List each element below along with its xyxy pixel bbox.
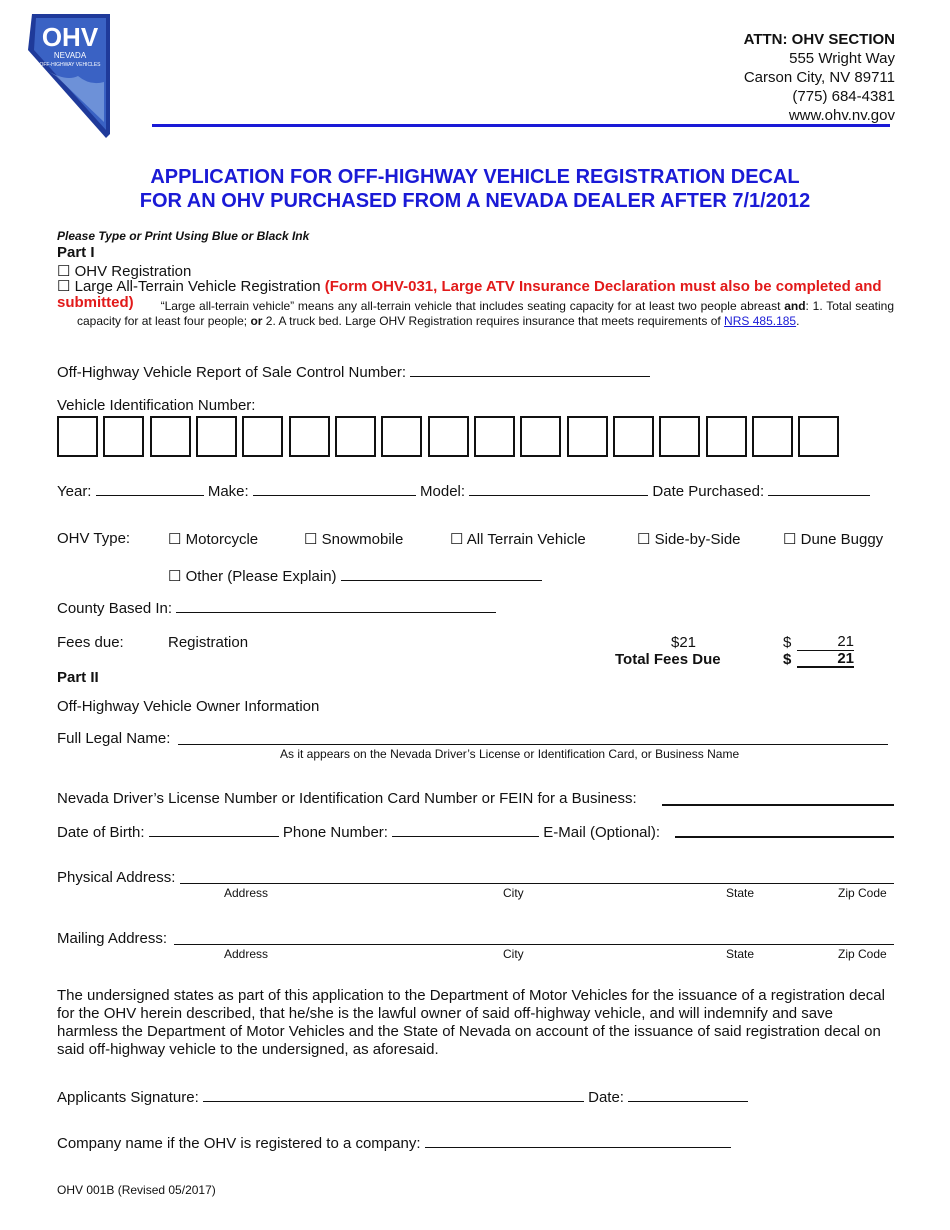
physical-address-line[interactable] bbox=[180, 883, 894, 884]
checkbox-icon[interactable]: ☐ bbox=[168, 531, 182, 548]
type-side-by-side[interactable]: ☐ Side-by-Side bbox=[637, 531, 741, 548]
company-label: Company name if the OHV is registered to a company: bbox=[57, 1135, 421, 1152]
date-purchased-label: Date Purchased: bbox=[652, 483, 765, 500]
street-line: 555 Wright Way bbox=[789, 50, 895, 67]
fees-due-label: Fees due: bbox=[57, 634, 124, 651]
license-number-line[interactable] bbox=[662, 804, 894, 806]
full-name-note: As it appears on the Nevada Driver’s License or Identification Card, or Business Name bbox=[280, 747, 740, 761]
insurance-warning: (Form OHV-031, Large ATV Insurance Declaration must also be completed and submitted) bbox=[57, 278, 882, 311]
mailing-address-label: Mailing Address: bbox=[57, 930, 168, 947]
county-field[interactable] bbox=[57, 598, 496, 617]
contact-row bbox=[57, 822, 660, 841]
fee-price: $21 bbox=[671, 634, 697, 651]
vin-box[interactable] bbox=[706, 416, 747, 457]
vin-box[interactable] bbox=[752, 416, 793, 457]
email-label: E-Mail (Optional): bbox=[543, 824, 660, 841]
vin-box[interactable] bbox=[335, 416, 376, 457]
year-label: Year: bbox=[57, 483, 92, 500]
dob-blank[interactable] bbox=[149, 822, 279, 837]
ohv-type-label: OHV Type: bbox=[57, 530, 131, 547]
nevada-state-icon bbox=[26, 12, 116, 140]
vin-box[interactable] bbox=[659, 416, 700, 457]
mailing-address-caption: Address bbox=[224, 947, 269, 961]
control-number-label: Off-Highway Vehicle Report of Sale Control Number: bbox=[57, 364, 407, 381]
date-purchased-blank[interactable] bbox=[768, 481, 870, 496]
mailing-address-line[interactable] bbox=[174, 944, 894, 945]
total-fees-amount: 21 bbox=[797, 651, 854, 668]
make-blank[interactable] bbox=[253, 481, 416, 496]
other-explain-blank[interactable] bbox=[341, 566, 542, 581]
total-fees-label: Total Fees Due bbox=[615, 651, 721, 668]
checkbox-icon[interactable]: ☐ bbox=[57, 263, 71, 280]
part-2-label: Part II bbox=[57, 669, 99, 686]
vin-box[interactable] bbox=[474, 416, 515, 457]
phone-blank[interactable] bbox=[392, 822, 539, 837]
vin-box[interactable] bbox=[428, 416, 469, 457]
full-name-label: Full Legal Name: bbox=[57, 730, 171, 747]
title-line-2: FOR AN OHV PURCHASED FROM A NEVADA DEALER AFTER 7/1/2012 bbox=[139, 190, 811, 212]
ohv-logo bbox=[26, 12, 116, 140]
date-label: Date: bbox=[588, 1089, 624, 1106]
checkbox-icon[interactable]: ☐ bbox=[783, 531, 797, 548]
vin-box[interactable] bbox=[381, 416, 422, 457]
checkbox-icon[interactable]: ☐ bbox=[304, 531, 318, 548]
dob-label: Date of Birth: bbox=[57, 824, 145, 841]
county-blank[interactable] bbox=[176, 598, 496, 613]
checkbox-icon[interactable]: ☐ bbox=[168, 568, 182, 585]
model-label: Model: bbox=[420, 483, 466, 500]
vin-box[interactable] bbox=[242, 416, 283, 457]
vin-box[interactable] bbox=[103, 416, 144, 457]
physical-address-label: Physical Address: bbox=[57, 869, 176, 886]
year-blank[interactable] bbox=[96, 481, 204, 496]
definition-text: “Large all-terrain vehicle” means any all-terrain vehicle that includes seating capacity for at least two people abreast bbox=[160, 299, 781, 313]
vehicle-details-row bbox=[57, 481, 870, 500]
form-footer: OHV 001B (Revised 05/2017) bbox=[57, 1183, 216, 1197]
type-snowmobile[interactable]: ☐ Snowmobile bbox=[304, 531, 404, 548]
svg-text:OFF-HIGHWAY VEHICLES: OFF-HIGHWAY VEHICLES bbox=[39, 62, 101, 68]
checkbox-icon[interactable]: ☐ bbox=[57, 278, 71, 295]
signature-row bbox=[57, 1087, 748, 1106]
physical-zip-caption: Zip Code bbox=[838, 886, 887, 900]
agency-address bbox=[744, 30, 895, 125]
vin-box[interactable] bbox=[196, 416, 237, 457]
fee-amount: 21 bbox=[797, 634, 854, 651]
model-blank[interactable] bbox=[469, 481, 648, 496]
vin-box[interactable] bbox=[520, 416, 561, 457]
phone-line: (775) 684-4381 bbox=[792, 88, 895, 105]
license-number-label: Nevada Driver’s License Number or Identification Card Number or FEIN for a Business: bbox=[57, 790, 637, 807]
fee-item: Registration bbox=[168, 634, 249, 651]
phone-label: Phone Number: bbox=[282, 824, 388, 841]
large-atv-definition: “Large all-terrain vehicle” means any all-terrain vehicle that includes seating capacity for at least two people abreast and: 1. Total seating capacity for at least four people; or 2. A truck bed. Large OHV Registration requires insurance that meets requirements of NRS 485.185. bbox=[77, 299, 895, 328]
ink-instructions: Please Type or Print Using Blue or Black Ink bbox=[57, 229, 310, 243]
company-row bbox=[57, 1133, 731, 1152]
physical-state-caption: State bbox=[726, 886, 755, 900]
vin-box[interactable] bbox=[567, 416, 608, 457]
vin-box[interactable] bbox=[150, 416, 191, 457]
company-blank[interactable] bbox=[425, 1133, 731, 1148]
option-label: Large All-Terrain Vehicle Registration bbox=[74, 278, 321, 295]
type-motorcycle[interactable]: ☐ Motorcycle bbox=[168, 531, 259, 548]
full-name-line[interactable] bbox=[178, 744, 888, 745]
physical-address-caption: Address bbox=[224, 886, 269, 900]
attn-line: ATTN: OHV SECTION bbox=[743, 31, 895, 48]
date-blank[interactable] bbox=[628, 1087, 748, 1102]
form-title bbox=[0, 165, 950, 213]
make-label: Make: bbox=[207, 483, 249, 500]
control-number-field[interactable] bbox=[57, 362, 650, 381]
signature-label: Applicants Signature: bbox=[57, 1089, 199, 1106]
fee-dollar-sign: $ bbox=[783, 634, 792, 651]
vin-box[interactable] bbox=[57, 416, 98, 457]
signature-blank[interactable] bbox=[203, 1087, 584, 1102]
header-rule bbox=[152, 124, 890, 127]
svg-text:OHV: OHV bbox=[41, 22, 99, 52]
type-other[interactable]: ☐ Other (Please Explain) bbox=[168, 566, 542, 585]
type-atv[interactable]: ☐ All Terrain Vehicle bbox=[450, 531, 586, 548]
email-line[interactable] bbox=[675, 836, 894, 838]
vin-box[interactable] bbox=[798, 416, 839, 457]
type-dune-buggy[interactable]: ☐ Dune Buggy bbox=[783, 531, 884, 548]
city-line: Carson City, NV 89711 bbox=[743, 69, 895, 86]
part-1-label: Part I bbox=[57, 244, 95, 261]
control-number-blank[interactable] bbox=[410, 362, 650, 377]
option-label: OHV Registration bbox=[74, 263, 192, 280]
checkbox-icon[interactable]: ☐ bbox=[637, 531, 651, 548]
website-line: www.ohv.nv.gov bbox=[788, 107, 895, 124]
vin-box[interactable] bbox=[613, 416, 654, 457]
physical-city-caption: City bbox=[503, 886, 524, 900]
definition-or: or bbox=[250, 314, 263, 328]
definition-and: and bbox=[784, 299, 806, 313]
county-label: County Based In: bbox=[57, 600, 173, 617]
title-line-1: APPLICATION FOR OFF-HIGHWAY VEHICLE REGISTRATION DECAL bbox=[150, 166, 800, 188]
vin-label: Vehicle Identification Number: bbox=[57, 397, 256, 414]
owner-statement: The undersigned states as part of this application to the Department of Motor Vehicles for the issuance of a registration decal for the OHV herein described, that he/she is the lawful owner of said off-highway vehicle, and will indemnify and save harmless the Department of Motor Vehicles and the State of Nevada on account of the issuance of said registration decal on said off-highway vehicle to the undersigned, as aforesaid. bbox=[57, 987, 885, 1058]
checkbox-icon[interactable]: ☐ bbox=[450, 531, 464, 548]
svg-text:NEVADA: NEVADA bbox=[53, 51, 87, 60]
mailing-city-caption: City bbox=[503, 947, 524, 961]
mailing-zip-caption: Zip Code bbox=[838, 947, 887, 961]
nrs-link[interactable]: NRS 485.185 bbox=[724, 314, 797, 328]
definition-part-b: : 1. Total seating capacity for at least four people; bbox=[77, 299, 895, 328]
vin-box[interactable] bbox=[289, 416, 330, 457]
total-dollar-sign: $ bbox=[783, 651, 792, 668]
definition-part-c: 2. A truck bed. Large OHV Registration requires insurance that meets requirements of bbox=[265, 314, 721, 328]
mailing-state-caption: State bbox=[726, 947, 755, 961]
owner-info-heading: Off-Highway Vehicle Owner Information bbox=[57, 698, 320, 715]
